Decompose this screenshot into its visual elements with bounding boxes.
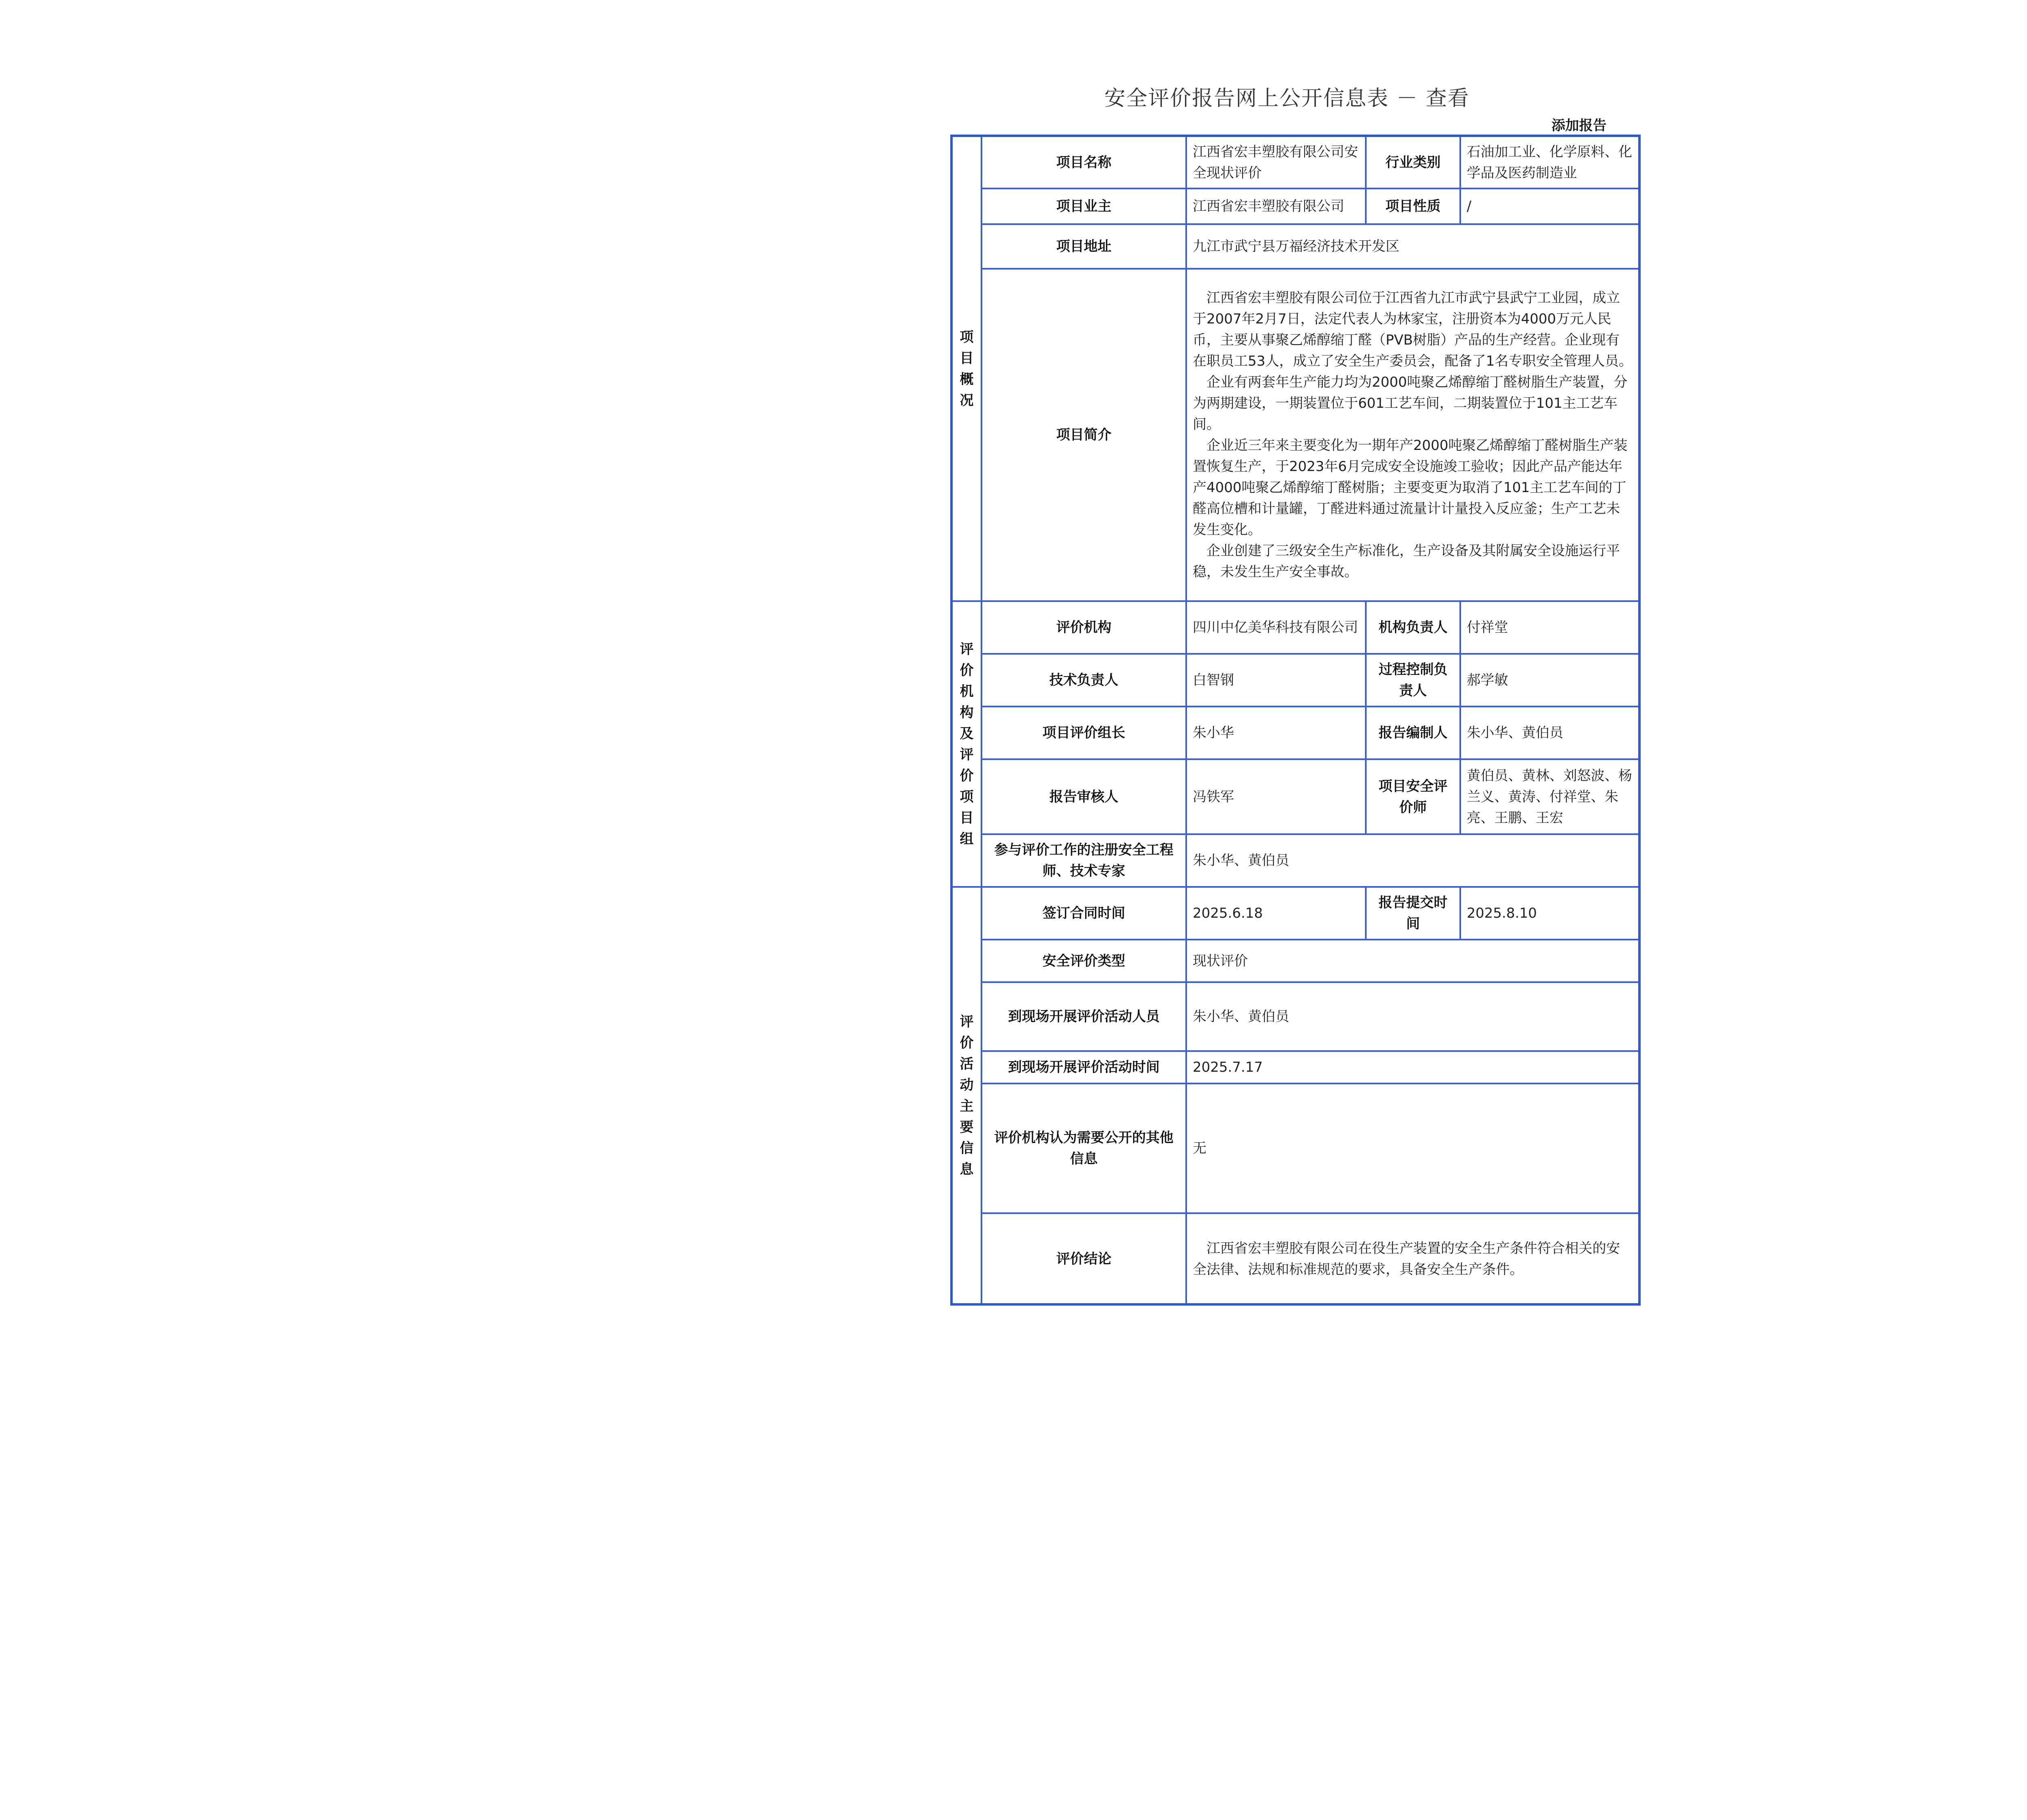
table-row — [951, 1083, 1639, 1213]
table-row — [951, 601, 1639, 654]
onsite-people-value: 朱小华、黄伯员 — [1186, 982, 1639, 1051]
submit-date-value: 2025.8.10 — [1460, 887, 1639, 940]
industry-value: 石油加工业、化学原料、化学品及医药制造业 — [1460, 136, 1639, 188]
table-row — [951, 887, 1639, 940]
table-row — [951, 224, 1639, 269]
conclusion-value — [1186, 1213, 1639, 1304]
team-leader-value: 朱小华 — [1186, 707, 1366, 759]
intro-paragraph: 企业近三年来主要变化为一期年产2000吨聚乙烯醇缩丁醛树脂生产装置恢复生产，于2023年6月完成安全设施竣工验收；因此产品产能达年产4000吨聚乙烯醇缩丁醛树脂；主要变更为取消了101主工艺车间的丁醛高位槽和计量罐，丁醛进料通过流量计计量投入反应釜；生产工艺未发生变化。 — [1193, 437, 1628, 538]
assessor-value: 黄伯员、黄林、刘怒波、杨兰义、黄涛、付祥堂、朱亮、王鹏、王宏 — [1460, 759, 1639, 834]
owner-label: 项目业主 — [981, 188, 1186, 224]
nature-label: 项目性质 — [1366, 188, 1460, 224]
project-name-value: 江西省宏丰塑胶有限公司安全现状评价 — [1186, 136, 1366, 188]
tech-head-value: 白智钢 — [1186, 654, 1366, 707]
experts-value: 朱小华、黄伯员 — [1186, 834, 1639, 887]
conclusion-label: 评价结论 — [981, 1213, 1186, 1304]
process-head-value: 郝学敏 — [1460, 654, 1639, 707]
onsite-time-label: 到现场开展评价活动时间 — [981, 1051, 1186, 1083]
intro-value — [1186, 269, 1639, 601]
address-value: 九江市武宁县万福经济技术开发区 — [1186, 224, 1639, 269]
report-author-value: 朱小华、黄伯员 — [1460, 707, 1639, 759]
other-info-label: 评价机构认为需要公开的其他信息 — [981, 1083, 1186, 1213]
table-row — [951, 982, 1639, 1051]
add-report-link[interactable]: 添加报告 — [1551, 118, 1607, 134]
report-author-label: 报告编制人 — [1366, 707, 1460, 759]
team-leader-label: 项目评价组长 — [981, 707, 1186, 759]
project-name-label: 项目名称 — [981, 136, 1186, 188]
table-row — [951, 834, 1639, 887]
tech-head-label: 技术负责人 — [981, 654, 1186, 707]
agency-value: 四川中亿美华科技有限公司 — [1186, 601, 1366, 654]
info-table — [950, 135, 1641, 1306]
industry-label: 行业类别 — [1366, 136, 1460, 188]
table-row — [951, 269, 1639, 601]
table-row — [951, 759, 1639, 834]
table-row — [951, 136, 1639, 188]
process-head-label: 过程控制负责人 — [1366, 654, 1460, 707]
eval-type-value: 现状评价 — [1186, 940, 1639, 982]
table-row — [951, 1213, 1639, 1304]
onsite-people-label: 到现场开展评价活动人员 — [981, 982, 1186, 1051]
table-row — [951, 188, 1639, 224]
reviewer-label: 报告审核人 — [981, 759, 1186, 834]
page-title: 安全评价报告网上公开信息表 － 查看 — [1104, 86, 1470, 111]
section-org: 评价机构及评价项目组 — [951, 601, 981, 887]
intro-paragraph: 企业创建了三级安全生产标准化，生产设备及其附属安全设施运行平稳，未发生生产安全事故。 — [1193, 543, 1620, 580]
other-info-value: 无 — [1186, 1083, 1639, 1213]
nature-value: / — [1460, 188, 1639, 224]
intro-paragraph: 江西省宏丰塑胶有限公司位于江西省九江市武宁县武宁工业园，成立于2007年2月7日，法定代表人为林家宝，注册资本为4000万元人民币，主要从事聚乙烯醇缩丁醛（PVB树脂）产品的生产经营。企业现有在职员工53人，成立了安全生产委员会，配备了1名专职安全管理人员。 — [1193, 290, 1633, 369]
table-row — [951, 940, 1639, 982]
eval-type-label: 安全评价类型 — [981, 940, 1186, 982]
agency-head-value: 付祥堂 — [1460, 601, 1639, 654]
intro-paragraph: 企业有两套年生产能力均为2000吨聚乙烯醇缩丁醛树脂生产装置，分为两期建设，一期装置位于601工艺车间，二期装置位于101主工艺车间。 — [1193, 374, 1628, 433]
onsite-time-value: 2025.7.17 — [1186, 1051, 1639, 1083]
conclusion-text: 江西省宏丰塑胶有限公司在役生产装置的安全生产条件符合相关的安全法律、法规和标准规范的要求，具备安全生产条件。 — [1193, 1240, 1620, 1278]
section-activity: 评价活动主要信息 — [951, 887, 981, 1304]
agency-head-label: 机构负责人 — [1366, 601, 1460, 654]
table-row — [951, 654, 1639, 707]
experts-label: 参与评价工作的注册安全工程师、技术专家 — [981, 834, 1186, 887]
intro-label: 项目简介 — [981, 269, 1186, 601]
address-label: 项目地址 — [981, 224, 1186, 269]
submit-date-label: 报告提交时间 — [1366, 887, 1460, 940]
table-row — [951, 707, 1639, 759]
contract-date-label: 签订合同时间 — [981, 887, 1186, 940]
reviewer-value: 冯铁军 — [1186, 759, 1366, 834]
section-overview: 项目概况 — [951, 136, 981, 601]
contract-date-value: 2025.6.18 — [1186, 887, 1366, 940]
owner-value: 江西省宏丰塑胶有限公司 — [1186, 188, 1366, 224]
table-row — [951, 1051, 1639, 1083]
agency-label: 评价机构 — [981, 601, 1186, 654]
assessor-label: 项目安全评价师 — [1366, 759, 1460, 834]
